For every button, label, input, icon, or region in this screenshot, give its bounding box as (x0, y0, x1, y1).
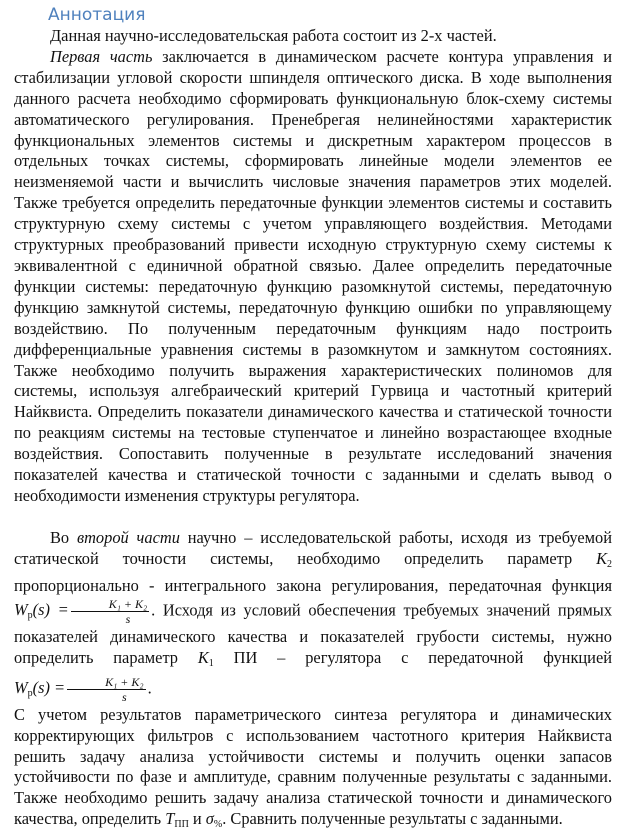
tf1-arg: (s) = (32, 599, 69, 619)
paragraph-first-part (14, 47, 612, 507)
paragraph-intro: Данная научно-исследовательская работа состоит из 2-х частей. (50, 26, 497, 45)
tf2-w: W (14, 677, 28, 697)
tf2-numerator: K₁ + K₂ (67, 675, 145, 690)
tf1-denominator: s (125, 611, 131, 626)
and-text: и (188, 809, 206, 829)
annotation-heading: Аннотация (48, 5, 146, 25)
param-t-pp (165, 809, 189, 831)
transfer-function-2 (14, 674, 148, 704)
second-part-text-2: пропорционально - интегрального закона регулирования, передаточная функция (14, 575, 612, 595)
tf1-w: W (14, 599, 28, 619)
second-part-label: второй части (76, 527, 180, 547)
t-sub: ПП (174, 819, 189, 831)
param-sigma (205, 809, 223, 831)
second-part-lead: Во (50, 527, 77, 547)
paragraph-third-part (14, 705, 612, 836)
t-symbol: T (165, 809, 175, 829)
tf1-fraction (71, 597, 149, 626)
param-k2 (596, 549, 612, 568)
sigma-sub: % (213, 819, 223, 831)
param-k2-sub: 2 (607, 558, 612, 570)
tf1-sub: p (27, 609, 33, 621)
param-k1-symbol: K (197, 647, 209, 667)
second-part-text-1: научно – исследовательской работы, исходя из требуемой статической точности системы, необходимо определить параметр (14, 527, 612, 568)
paragraph-second-part (14, 528, 612, 705)
tf2-fraction (67, 675, 145, 704)
second-part-text-4: ПИ – регулятора с передаточной функцией (213, 647, 612, 667)
tf2-denominator: s (122, 689, 127, 704)
second-part-end: . (147, 677, 152, 697)
document-page (14, 0, 612, 836)
param-k2-symbol: K (596, 548, 607, 568)
tf2-sub: p (27, 687, 33, 699)
tf1-numerator: K₁ + K₂ (71, 597, 149, 612)
sigma-symbol: σ (205, 809, 214, 829)
first-part-body: заключается в динамическом расчете контура управления и стабилизации угловой скорости шпинделя оптического диска. В ходе выполнения данного расчета необходимо сформировать функциональную блок-схему системы автоматического регулирования. Пренебрегая нелинейностями характеристик функциональных элементов системы и дискретным характером процессов в отдельных точках системы, сформировать линейные модели элементов ее неизменяемой части и вычислить числовые значения параметров этих моделей. Также требуется определить передаточные функции элементов системы и составить структурную схему системы с учетом управляющего воздействия. Методами структурных преобразований привести исходную структурную схему системы к эквивалентной с единичной обратной связью. Далее определить передаточные функции системы: передаточную функцию разомкнутой системы, передаточную функцию замкнутой системы, передаточную функцию ошибки по управляющему воздействию. По полученным передаточным функциям надо построить дифференциальные уравнения системы в разомкнутом и замкнутом состояниях. Также необходимо получить выражения характеристических полиномов для системы, используя алгебраический критерий Гурвица и частотный критерий Найквиста. Определить показатели динамического качества и статической точности по реакциям системы на тестовые ступенчатое и линейно возрастающее входные воздействия. Сопоставить полученные в результате исследований значения показателей качества и статической точности с заданными и сделать вывод о необходимости изменения структуры регулятора. (14, 46, 612, 505)
third-part-text-2: . Сравнить полученные результаты с заданными. (222, 809, 563, 829)
param-k1 (198, 648, 214, 667)
second-part-text-3: . Исходя из условий обеспечения требуемых значений прямых показателей динамического качества и показателей грубости системы, нужно определить параметр (14, 599, 613, 667)
param-k1-sub: 1 (208, 657, 214, 669)
third-part-text-1: С учетом результатов параметрического синтеза регулятора и динамических корректирующих фильтров с использованием частотного критерия Найквиста решить задачу анализа устойчивости системы и получить оценки запасов устойчивости по фазе и амплитуде, сравним полученные результаты с заданными. Также необходимо решить задачу анализа статической точности и динамического качества, определить (14, 704, 612, 829)
paragraph-gap (14, 507, 612, 528)
transfer-function-1 (14, 596, 151, 626)
first-part-label: Первая часть (50, 46, 153, 66)
tf2-arg: (s) = (32, 677, 66, 697)
